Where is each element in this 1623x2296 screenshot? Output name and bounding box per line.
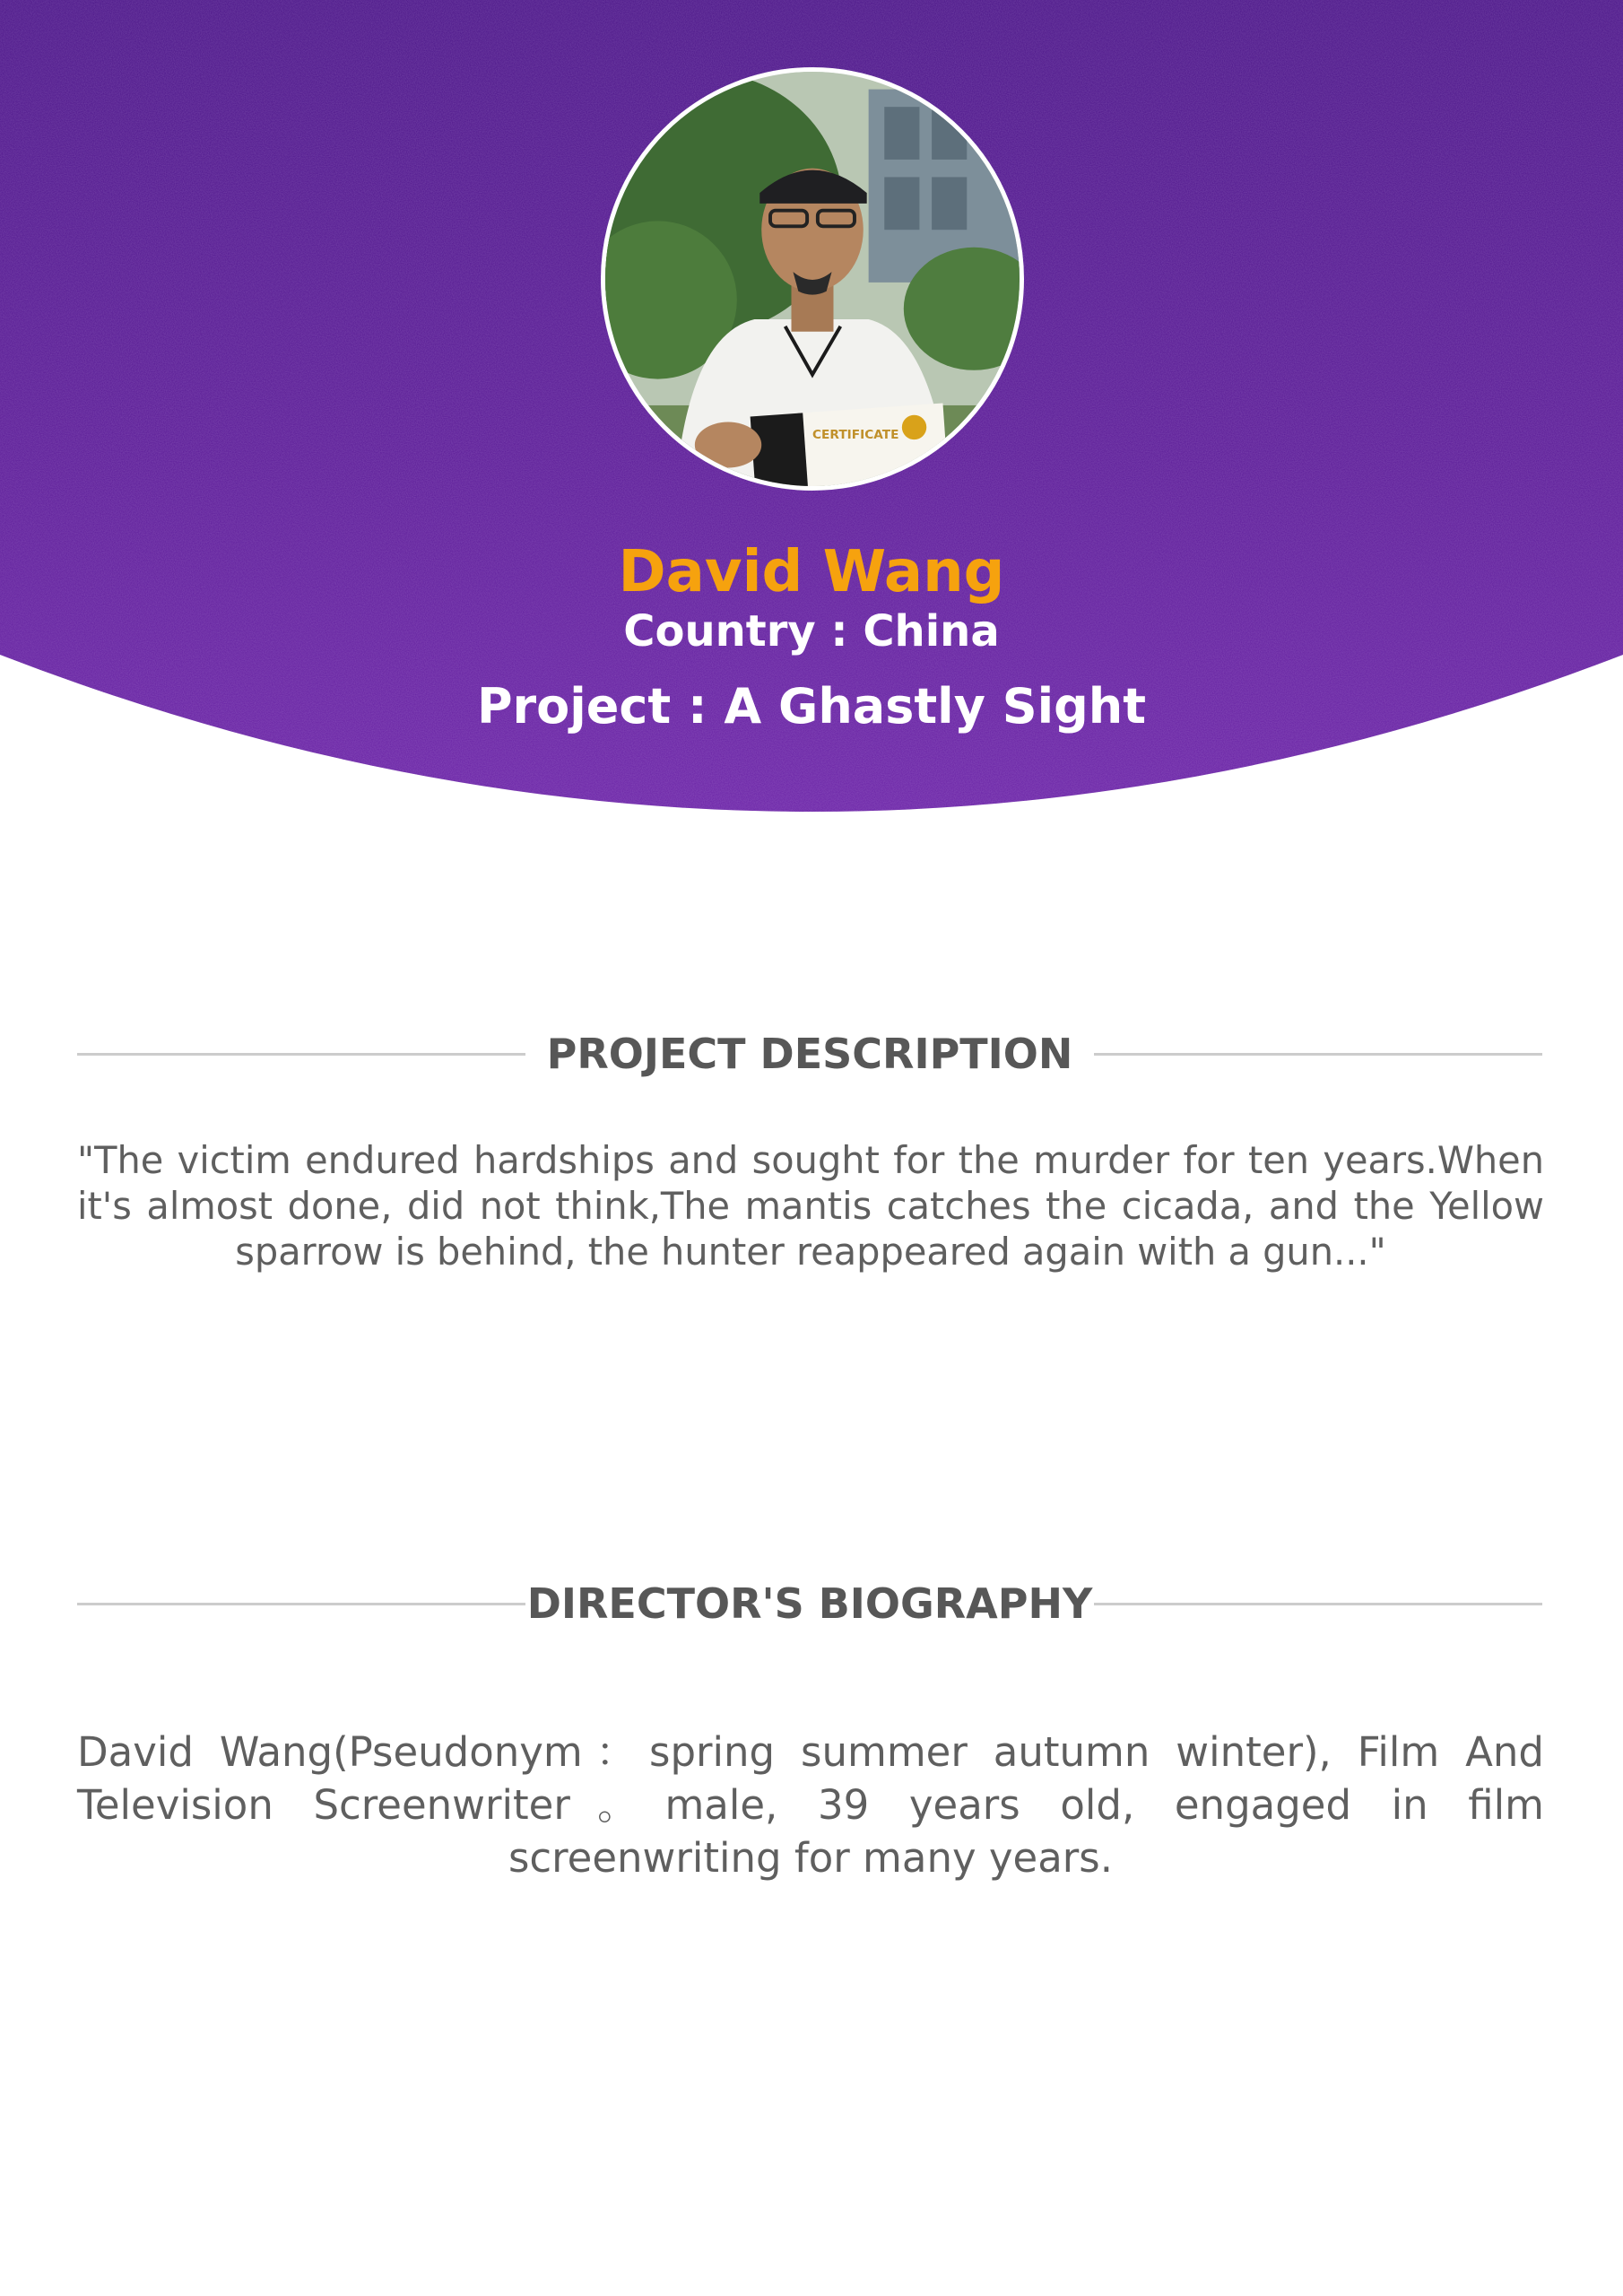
country-line: Country : China: [623, 606, 1000, 657]
divider-right: [1094, 1053, 1542, 1056]
project-title-line: Project : A Ghastly Sight: [476, 678, 1147, 735]
divider-left: [77, 1603, 525, 1605]
project-description-header: [77, 1027, 1542, 1081]
certificate-label: CERTIFICATE: [812, 428, 899, 443]
director-portrait-photo: [601, 67, 1024, 491]
project-description-text: "The victim endured hardships and sought for the murder for ten years.When it's almost done, did not think,The mantis catches the cicada, and the Yellow sparrow is behind, the hunter reappeared again with a gun...": [77, 1138, 1544, 1274]
portrait-illustration: [605, 72, 1020, 486]
divider-left: [77, 1053, 525, 1056]
biography-heading: DIRECTOR'S BIOGRAPHY: [526, 1579, 1093, 1628]
divider-right: [1094, 1603, 1542, 1605]
biography-text: David Wang(Pseudonym：spring summer autumn winter), Film And Television Screenwriter。male, 39 years old, engaged in film screenwriting for many years.: [77, 1728, 1544, 1882]
project-description-heading: PROJECT DESCRIPTION: [546, 1030, 1073, 1078]
biography-header: [77, 1577, 1542, 1631]
director-name: David Wang: [618, 539, 1005, 605]
